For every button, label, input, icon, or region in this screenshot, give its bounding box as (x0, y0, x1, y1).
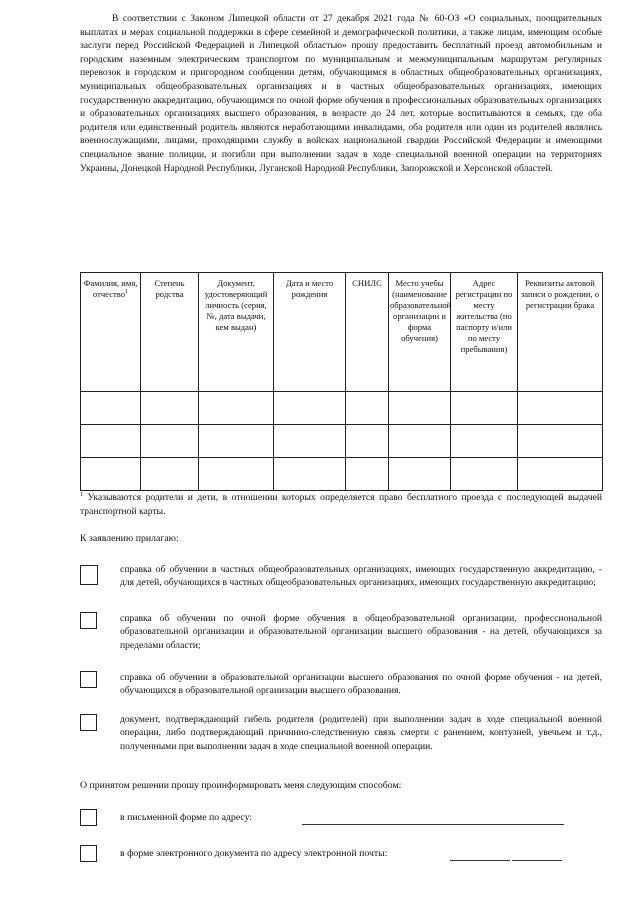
col-header-study-place: Место учебы (наименование образовательной организации и форма обучения) (389, 273, 451, 392)
table-cell[interactable] (274, 425, 346, 458)
attachment-item-death-document (80, 713, 602, 753)
col-header-snils: СНИЛС (346, 273, 389, 392)
table-cell[interactable] (518, 392, 603, 425)
table-cell[interactable] (451, 392, 518, 425)
notify-option-email (80, 845, 602, 865)
footnote: $^1$ Указываются родители и дети, в отношении которых определяется право бесплатного проезда с последующей выдачей транспортной карты. (80, 491, 602, 517)
attachment-checkbox[interactable] (80, 565, 98, 585)
table-cell[interactable] (199, 392, 274, 425)
email-field-part-1[interactable] (450, 860, 510, 861)
table-cell[interactable] (141, 392, 199, 425)
table-row (81, 458, 603, 491)
table-cell[interactable] (451, 458, 518, 491)
table-header-row (81, 273, 603, 392)
table-cell[interactable] (451, 425, 518, 458)
col-header-relation: Степень родства (141, 273, 199, 392)
attachment-text: справка об обучении в образовательной организации высшего образования по очной форме обучения - на детей, обучающихся в образовательной организации высшего образования. (120, 672, 602, 697)
table-cell[interactable] (346, 425, 389, 458)
table-cell[interactable] (274, 392, 346, 425)
notify-option-postal-label: в письменной форме по адресу: (120, 812, 253, 823)
attachment-checkbox[interactable] (80, 612, 97, 629)
attachment-checkbox[interactable] (80, 671, 97, 688)
footnote-marker: 1 (80, 491, 83, 498)
attachment-text: документ, подтверждающий гибель родителя (родителей) при выполнении задач в ходе специальной военной операции, либо подтверждающий причинно-следственную связь смерти с ранением, контузией, увечьем и т.д., полученными при выполнении задач в ходе специальной военной операции. (120, 714, 602, 752)
table-cell[interactable] (274, 458, 346, 491)
applicants-table (80, 272, 603, 491)
table-cell[interactable] (389, 458, 451, 491)
notify-checkbox-postal[interactable] (80, 809, 97, 826)
attachments-heading: К заявлению прилагаю: (80, 533, 179, 544)
notify-checkbox-email[interactable] (80, 845, 97, 862)
col-header-birth-record: Реквизиты актовой записи о рождении, о регистрации брака (518, 273, 603, 392)
table-cell[interactable] (346, 458, 389, 491)
table-cell[interactable] (389, 392, 451, 425)
attachment-item-higher-education (80, 671, 602, 698)
table-cell[interactable] (81, 425, 141, 458)
table-row (81, 392, 603, 425)
col-header-registration-address: Адрес регистрации по месту жительства (по паспорту и/или по месту пребывания) (451, 273, 518, 392)
table-cell[interactable] (346, 392, 389, 425)
attachment-checkbox[interactable] (80, 714, 97, 731)
table-cell[interactable] (141, 458, 199, 491)
intro-paragraph: В соответствии с Законом Липецкой области от 27 декабря 2021 года № 60-ОЗ «О социальных, поощрительных выплатах и мерах социальной поддержки в сфере семейной и демографической политики, а также лицам, имеющим особые заслуги перед Российской Федерацией и Липецкой областью» прошу предоставить бесплатный проезд автомобильным и городским наземным электрическим транспортом по муниципальным и межмуниципальным маршрутам регулярных перевозок в городском и пригородном сообщении детям, обучающимся в областных общеобразовательных организациях, муниципальных общеобразовательных организациях и в частных общеобразовательных организациях, имеющих государственную аккредитацию, обучающимся по очной форме обучения в профессиональных образовательных организациях и образовательных организациях высшего образования, в возрасте до 24 лет, которые воспитываются в семьях, где оба родителя или единственный родитель являются неработающими инвалидами, оба родителя или один из родителей являлись военнослужащими, лицами, проходящими службу в войсках национальной гвардии Российской Федерации и имеющими специальное звание полиции, и погибли при выполнении задач в ходе специальной военной операции на территориях Украины, Донецкой Народной Республики, Луганской Народной Республики, Запорожской и Херсонской областей. (80, 13, 602, 174)
table-cell[interactable] (389, 425, 451, 458)
table-cell[interactable] (518, 458, 603, 491)
col-header-identity-document: Документ, удостоверяющий личность (серия, №, дата выдачи, кем выдан) (199, 273, 274, 392)
email-field-part-2[interactable] (512, 860, 562, 861)
attachment-item-full-time-study (80, 612, 602, 652)
col-header-birth-date-place: Дата и место рождения (274, 273, 346, 392)
footnote-marker: 1 (125, 289, 129, 296)
table-cell[interactable] (81, 392, 141, 425)
attachment-text: справка об обучении в частных общеобразовательных организациях, имеющих государственную аккредитацию, - для детей, обучающихся в частных общеобразовательных организациях, имеющих государственную аккредитацию; (120, 564, 602, 589)
table-cell[interactable] (141, 425, 199, 458)
notify-option-postal (80, 809, 602, 829)
notify-option-email-label: в форме электронного документа по адресу электронной почты: (120, 848, 388, 859)
attachment-text: справка об обучении по очной форме обучения в общеобразовательной организации, профессиональной образовательной организации и образовательной организации высшего образования - на детей, обучающихся за пределами области; (120, 613, 602, 651)
table-cell[interactable] (199, 425, 274, 458)
table-cell[interactable] (81, 458, 141, 491)
attachment-item-private-school (80, 563, 602, 590)
table-cell[interactable] (199, 458, 274, 491)
table-cell[interactable] (518, 425, 603, 458)
col-header-name: Фамилия, имя, отчество$^1$ (81, 273, 141, 392)
postal-address-field[interactable] (302, 824, 564, 825)
notification-heading: О принятом решении прошу проинформировать меня следующим способом: (80, 780, 402, 791)
table-row (81, 425, 603, 458)
